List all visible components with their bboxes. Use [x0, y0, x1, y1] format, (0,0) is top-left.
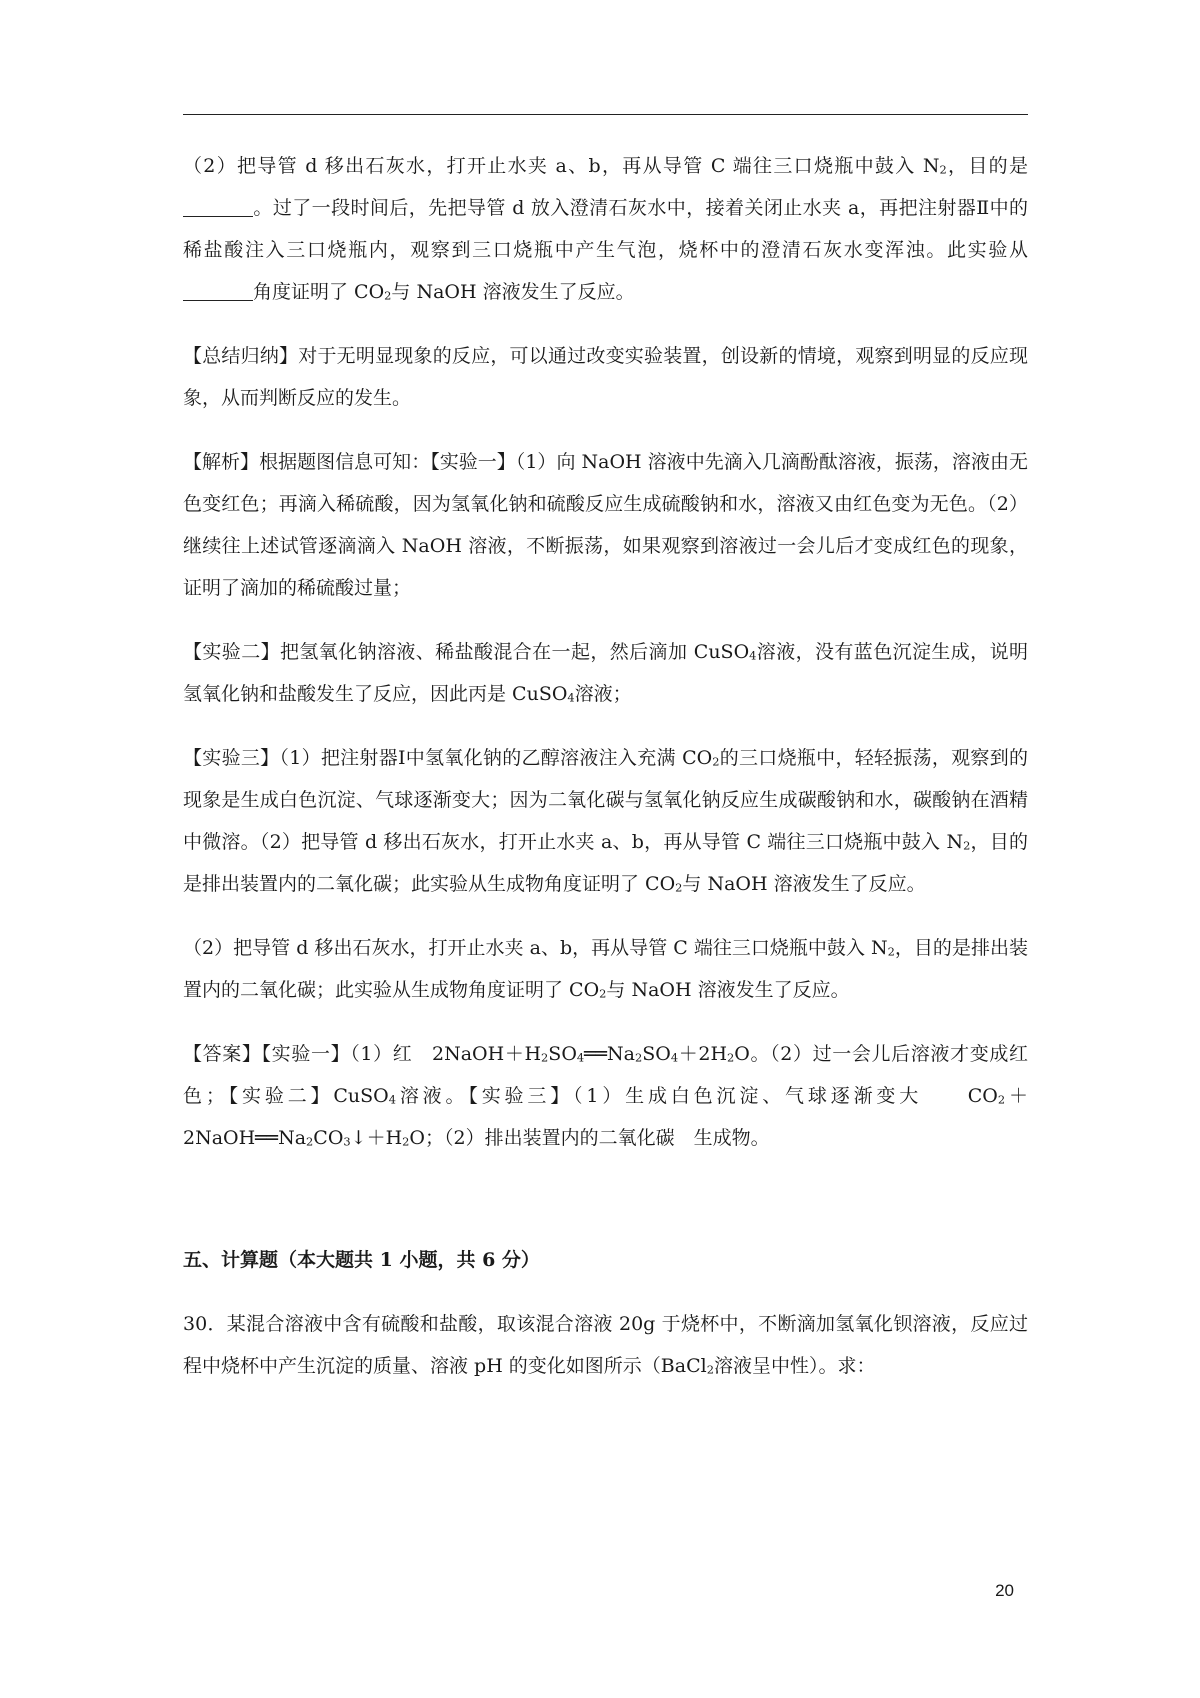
- text: 溶液；: [574, 683, 632, 705]
- text: ＋2NaOH══Na: [183, 1085, 1028, 1149]
- answer-blank: [183, 281, 253, 301]
- answer-blank: [183, 197, 253, 217]
- page-number: 20: [995, 1581, 1014, 1600]
- subscript: 4: [567, 690, 575, 705]
- text: 的三口烧瓶中，轻轻振荡，观察到的现象是生成白色沉淀、气球逐渐变大；因为二氧化碳与氢氧化钠反应生成碳酸钠和水，碳酸钠在酒精中微溶。（2）把导管 d 移出石灰水，打开止水夹 a、b，再从导管 C 端往三口烧瓶中鼓入 N: [183, 747, 1028, 853]
- subscript: 2: [402, 1134, 410, 1149]
- answer-paragraph: [183, 1033, 1028, 1159]
- analysis-paragraph-1: 【解析】根据题图信息可知：【实验一】（1）向 NaOH 溶液中先滴入几滴酚酞溶液，振荡，溶液由无色变红色；再滴入稀硫酸，因为氢氧化钠和硫酸反应生成硫酸钠和水，溶液又由红色变为无色。（2）继续往上述试管逐滴滴入 NaOH 溶液，不断振荡，如果观察到溶液过一会儿后才变成红色的现象，证明了滴加的稀硫酸过量；: [183, 451, 1028, 599]
- text: ══Na: [584, 1043, 635, 1065]
- text: ＋2H: [678, 1043, 728, 1065]
- summary-paragraph: 【总结归纳】对于无明显现象的反应，可以通过改变实验装置，创设新的情境，观察到明显的反应现象，从而判断反应的发生。: [183, 345, 1028, 409]
- subscript: 2: [727, 1050, 735, 1065]
- text: 【实验三】（1）把注射器Ⅰ中氢氧化钠的乙醇溶液注入充满 CO: [183, 747, 713, 769]
- subscript: 3: [343, 1134, 351, 1149]
- document-body: [183, 145, 1028, 1409]
- subscript: 4: [388, 1092, 396, 1107]
- analysis-paragraph-3: [183, 737, 1028, 905]
- analysis-paragraph-2: [183, 631, 1028, 715]
- header-rule: [183, 114, 1028, 115]
- subscript: 2: [384, 288, 392, 303]
- text: 与 NaOH 溶液发生了反应。: [391, 281, 635, 303]
- question-30: [183, 1303, 1028, 1387]
- section-heading: 五、计算题（本大题共 1 小题，共 6 分）: [183, 1249, 540, 1271]
- subscript: 2: [706, 1362, 714, 1377]
- text: 溶液，没有蓝色沉淀生成，说明氢氧化钠和盐酸发生了反应，因此丙是 CuSO: [183, 641, 1028, 705]
- text: SO: [548, 1043, 577, 1065]
- text: ，目的是: [946, 155, 1028, 177]
- text: （2）把导管 d 移出石灰水，打开止水夹 a、b，再从导管 C 端往三口烧瓶中鼓入 N: [183, 937, 888, 959]
- subscript: 4: [576, 1050, 585, 1065]
- text: ，目的是排出装置内的二氧化碳；此实验从生成物角度证明了 CO: [183, 937, 1028, 1001]
- part2-paragraph: [183, 145, 1028, 313]
- text: ，目的是排出装置内的二氧化碳；此实验从生成物角度证明了 CO: [183, 831, 1028, 895]
- subscript: 2: [887, 944, 895, 959]
- subscript: 2: [306, 1134, 314, 1149]
- text: 溶液呈中性）。求：: [713, 1355, 876, 1377]
- subscript: 2: [712, 754, 720, 769]
- subscript: 4: [670, 1050, 679, 1065]
- subscript: 2: [939, 162, 947, 177]
- text: 。过了一段时间后，先把导管 d 放入澄清石灰水中，接着关闭止水夹 a，再把注射器Ⅱ中的稀盐酸注入三口烧瓶内，观察到三口烧瓶中产生气泡，烧杯中的澄清石灰水变浑浊。此实验从: [183, 197, 1028, 261]
- subscript: 2: [675, 880, 683, 895]
- text: 与 NaOH 溶液发生了反应。: [606, 979, 850, 1001]
- text: SO: [642, 1043, 671, 1065]
- text: 【实验二】把氢氧化钠溶液、稀盐酸混合在一起，然后滴加 CuSO: [183, 641, 750, 663]
- text: O；（2）排出装置内的二氧化碳 生成物。: [409, 1127, 770, 1149]
- subscript: 2: [541, 1050, 549, 1065]
- text: 溶液。【实验三】（1）生成白色沉淀、气球逐渐变大 CO: [396, 1085, 998, 1107]
- text: （2）把导管 d 移出石灰水，打开止水夹 a、b，再从导管 C 端往三口烧瓶中鼓入 N: [183, 155, 940, 177]
- text: 角度证明了 CO: [253, 281, 385, 303]
- text: CO: [313, 1127, 344, 1149]
- text: 【答案】【实验一】（1）红 2NaOH＋H: [183, 1043, 542, 1065]
- text: 与 NaOH 溶液发生了反应。: [682, 873, 926, 895]
- text: ↓＋H: [350, 1127, 403, 1149]
- subscript: 2: [963, 838, 971, 853]
- text: 30．某混合溶液中含有硫酸和盐酸，取该混合溶液 20g 于烧杯中，不断滴加氢氧化钡溶液，反应过程中烧杯中产生沉淀的质量、溶液 pH 的变化如图所示（BaCl: [183, 1313, 1028, 1377]
- subscript: 2: [634, 1050, 643, 1065]
- subscript: 4: [749, 648, 757, 663]
- text: O。（2）过一会儿后溶液才变成红色；【实验二】CuSO: [183, 1043, 1028, 1107]
- analysis-paragraph-4: [183, 927, 1028, 1011]
- subscript: 2: [599, 986, 607, 1001]
- subscript: 2: [997, 1092, 1006, 1107]
